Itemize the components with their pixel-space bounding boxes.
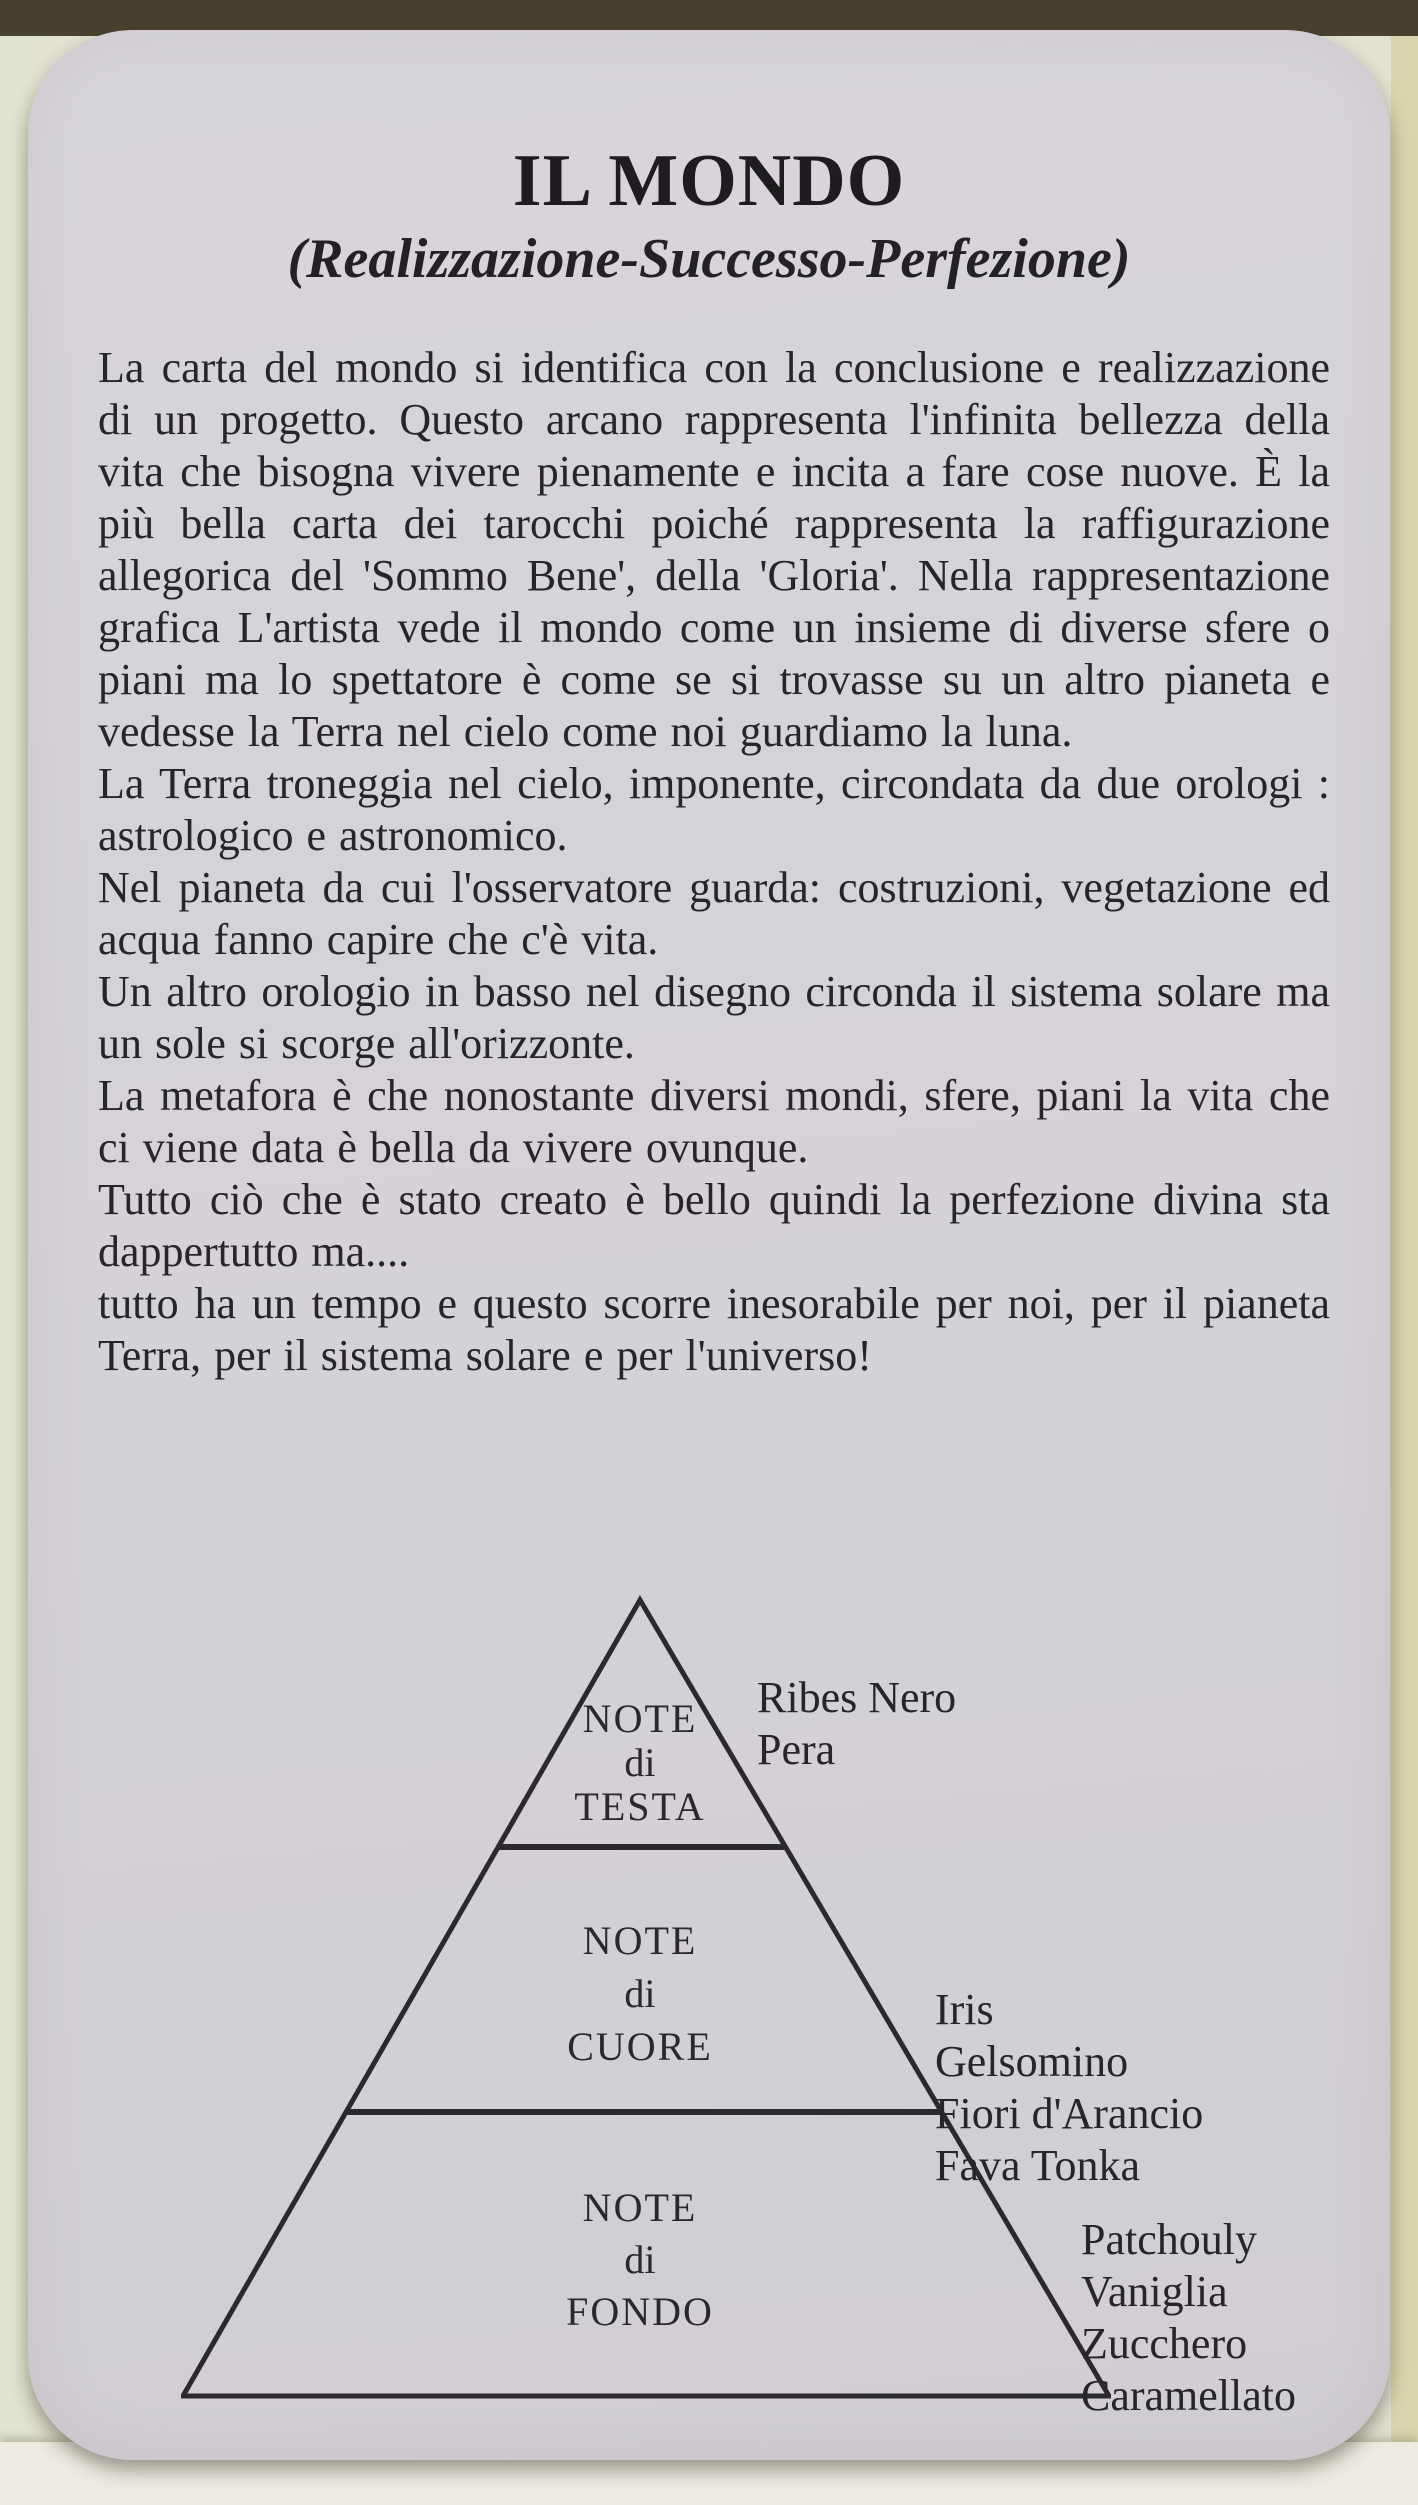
note-item: Ribes Nero: [757, 1673, 957, 1722]
background-right-strip: [1391, 0, 1418, 2505]
description-paragraph: La carta del mondo si identifica con la conclusione e realizzazione di un progetto. Questo arcano rappresenta l'infinita bellezza della vita che bisogna vivere pienamente e incita a fare cose nuove. È la più bella carta dei tarocchi poiché rappresenta la raffigurazione allegorica del 'Sommo Bene', della 'Gloria'. Nella rappresentazione grafica L'artista vede il mondo come un insieme di diverse sfere o piani ma lo spettatore è come se si trovasse su un altro pianeta e vedesse la Terra nel cielo come noi guardiamo la luna.: [98, 343, 1330, 756]
description-paragraph: Un altro orologio in basso nel disegno circonda il sistema solare ma un sole si scorge all'orizzonte.: [98, 967, 1330, 1068]
note-item: Fava Tonka: [935, 2141, 1141, 2190]
note-item: Vaniglia: [1081, 2267, 1228, 2316]
base-notes-label: NOTE di FONDO: [566, 2185, 714, 2334]
heart-notes-label: NOTE di CUORE: [567, 1918, 713, 2069]
note-item: Iris: [935, 1985, 994, 2034]
perfume-tarot-card: [28, 30, 1390, 2460]
base-notes-list: [1081, 2214, 1296, 2422]
card-subtitle: (Realizzazione-Successo-Perfezione): [287, 228, 1131, 290]
description-text: [98, 342, 1330, 1382]
top-notes-list: [757, 1672, 956, 1776]
description-paragraph: La metafora è che nonostante diversi mondi, sfere, piani la vita che ci viene data è bella da vivere ovunque.: [98, 1071, 1330, 1172]
fragrance-pyramid-diagram: [181, 1594, 1361, 2424]
note-item: Patchouly: [1081, 2215, 1257, 2264]
note-item: Caramellato: [1081, 2371, 1297, 2420]
note-item: Fiori d'Arancio: [935, 2089, 1204, 2138]
top-notes-label: NOTE di TESTA: [574, 1696, 706, 1829]
description-paragraph: Tutto ciò che è stato creato è bello quindi la perfezione divina sta dappertutto ma....: [98, 1175, 1330, 1276]
description-paragraph: La Terra troneggia nel cielo, imponente, circondata da due orologi : astrologico e astronomico.: [98, 759, 1330, 860]
note-item: Zucchero: [1081, 2319, 1248, 2368]
description-paragraph: Nel pianeta da cui l'osservatore guarda: costruzioni, vegetazione ed acqua fanno capire che c'è vita.: [98, 863, 1330, 964]
card-title: IL MONDO: [512, 140, 906, 222]
note-item: Pera: [757, 1725, 836, 1774]
heart-notes-list: [935, 1984, 1203, 2192]
description-paragraph: tutto ha un tempo e questo scorre inesorabile per noi, per il pianeta Terra, per il sistema solare e per l'universo!: [98, 1279, 1330, 1380]
note-item: Gelsomino: [935, 2037, 1129, 2086]
